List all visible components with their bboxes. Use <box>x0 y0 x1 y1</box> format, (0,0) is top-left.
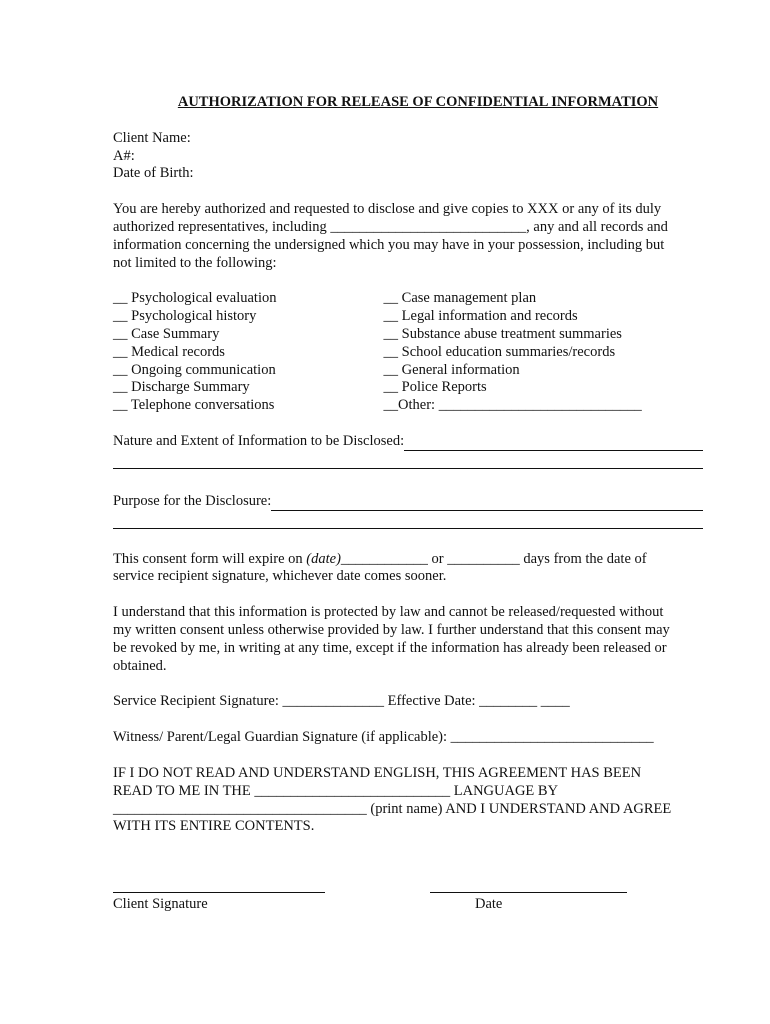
form-content <box>113 94 703 836</box>
nature-label: Nature and Extent of Information to be Disclosed: <box>113 432 405 449</box>
nature-row <box>113 433 703 451</box>
client-info <box>113 130 703 183</box>
checklist-item: __ Telephone conversations <box>113 397 275 414</box>
paragraph-line: obtained. <box>113 657 167 674</box>
service-signature-line <box>113 693 703 711</box>
form-title: AUTHORIZATION FOR RELEASE OF CONFIDENTIAL INFORMATION <box>177 94 659 110</box>
client-name-field: Client Name: <box>113 129 191 146</box>
paragraph-line: information concerning the undersigned which you may have in your possession, including but <box>113 236 665 253</box>
paragraph-line: READ TO ME IN THE ___________________________ LANGUAGE BY <box>113 782 559 799</box>
paragraph-line: WITH ITS ENTIRE CONTENTS. <box>113 818 315 835</box>
checklist-item: __ School education summaries/records <box>383 343 616 360</box>
consent-line-1 <box>113 551 703 569</box>
purpose-section <box>113 493 703 529</box>
checklist-left-column <box>113 290 384 415</box>
understand-paragraph <box>113 604 703 675</box>
checklist-right-column <box>384 290 703 415</box>
paragraph-line: ___________________________________ (print name) AND I UNDERSTAND AND AGREE <box>113 800 672 817</box>
consent-expiry-paragraph <box>113 551 703 587</box>
checklist-item: __ Psychological evaluation <box>113 290 277 307</box>
paragraph-line: You are hereby authorized and requested to disclose and give copies to XXX or any of its duly <box>113 201 662 218</box>
service-signature-text: Service Recipient Signature: ______________ Effective Date: ________ ____ <box>113 693 570 710</box>
checklist-item: __ Psychological history <box>113 308 257 325</box>
nature-section <box>113 433 703 469</box>
paragraph-line: authorized representatives, including ___________________________, any and all records and <box>113 218 668 235</box>
paragraph-line: not limited to the following: <box>113 254 277 271</box>
consent-text: This consent form will expire on <box>113 550 307 567</box>
signature-block <box>113 892 713 932</box>
english-statement <box>113 765 703 836</box>
authorization-paragraph <box>113 201 703 272</box>
checklist-item: __ Ongoing communication <box>113 361 276 378</box>
checklist-item: __ Discharge Summary <box>113 379 250 396</box>
purpose-label: Purpose for the Disclosure: <box>113 492 272 509</box>
purpose-fill-line-2 <box>113 527 703 529</box>
a-number-field: A#: <box>113 147 135 164</box>
consent-text-2: ____________ or __________ days from the date of <box>340 550 647 567</box>
purpose-row <box>113 493 703 511</box>
paragraph-line: IF I DO NOT READ AND UNDERSTAND ENGLISH, THIS AGREEMENT HAS BEEN <box>113 764 642 781</box>
checklist-item: __ General information <box>383 361 520 378</box>
checklist-item: __ Legal information and records <box>383 308 578 325</box>
witness-signature-line <box>113 729 703 747</box>
checklist-item: __ Medical records <box>113 343 225 360</box>
checklist-item: __ Substance abuse treatment summaries <box>383 325 622 342</box>
consent-line-2: service recipient signature, whichever date comes sooner. <box>113 568 447 585</box>
checklist-item: __Other: ____________________________ <box>383 397 642 414</box>
date-word: (date) <box>306 550 341 567</box>
nature-fill-line <box>404 437 703 451</box>
date-signature-line <box>430 892 627 893</box>
date-of-birth-field: Date of Birth: <box>113 165 194 182</box>
checklist-item: __ Case Summary <box>113 325 220 342</box>
client-signature-label: Client Signature <box>113 896 208 912</box>
records-checklist <box>113 290 703 415</box>
date-signature-label: Date <box>475 896 503 912</box>
paragraph-line: be revoked by me, in writing at any time, except if the information has already been released or <box>113 639 667 656</box>
checklist-item: __ Case management plan <box>383 290 537 307</box>
paragraph-line: my written consent unless otherwise provided by law. I further understand that this consent may <box>113 621 670 638</box>
client-signature-line <box>113 892 325 893</box>
witness-signature-text: Witness/ Parent/Legal Guardian Signature (if applicable): ____________________________ <box>113 729 654 746</box>
checklist-item: __ Police Reports <box>383 379 487 396</box>
purpose-fill-line <box>271 497 703 511</box>
paragraph-line: I understand that this information is protected by law and cannot be released/requested without <box>113 604 664 621</box>
nature-fill-line-2 <box>113 467 703 469</box>
